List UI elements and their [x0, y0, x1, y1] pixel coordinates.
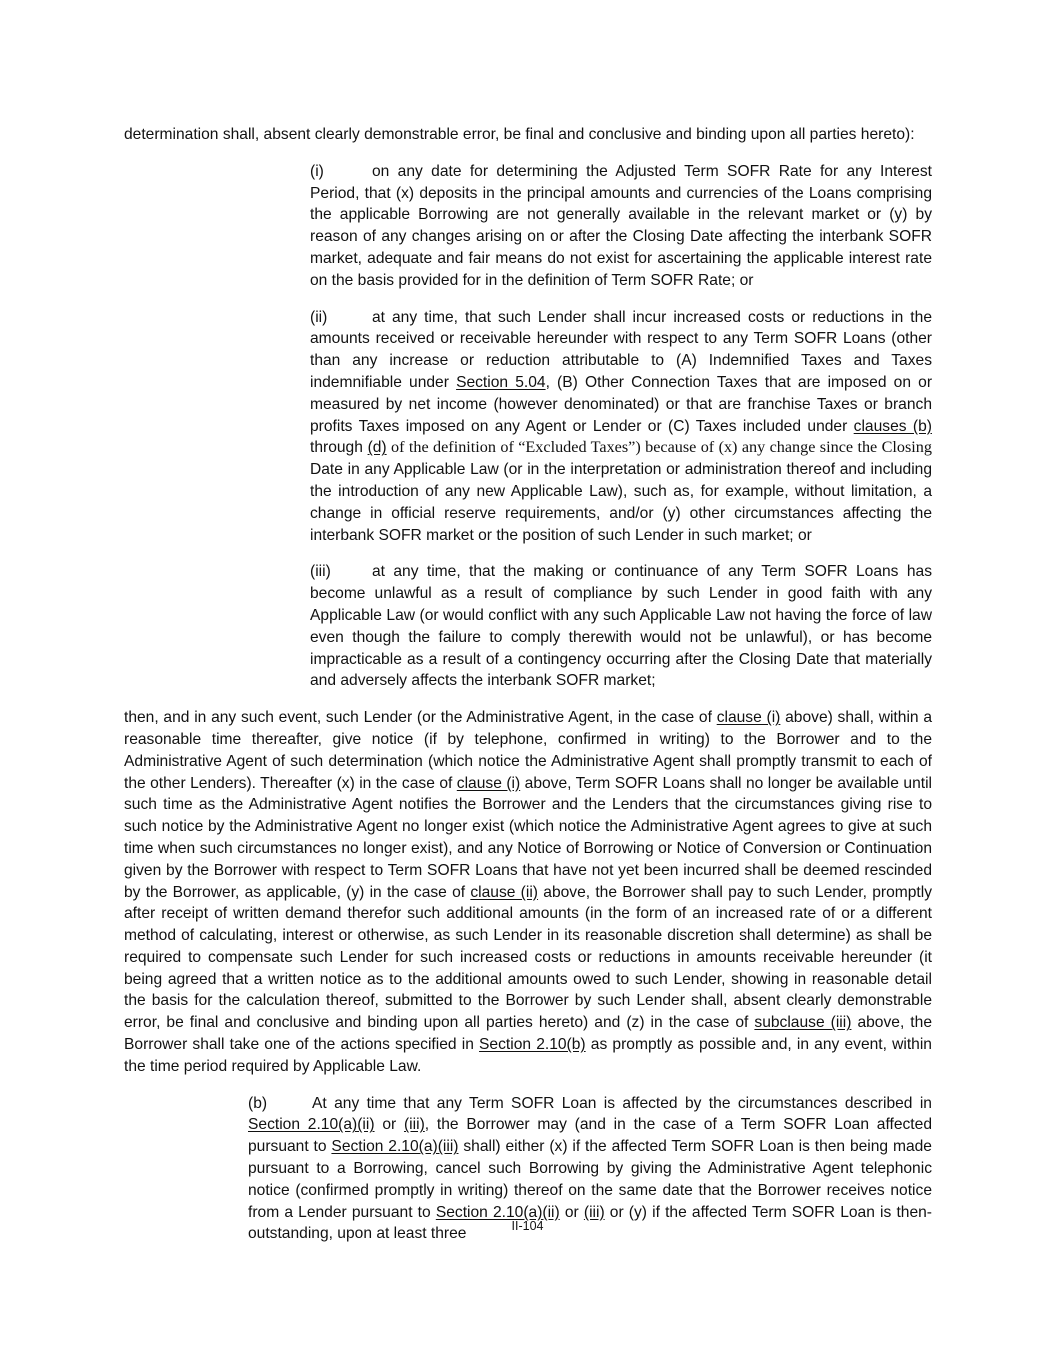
section-reference: clauses (b): [853, 417, 932, 435]
clause-text: , (B) Other Connection Taxes that are imposed on or measured by net income (however denominated) or that are franchise Taxes or branch profits Taxes imposed on any Agent or Lender or (C) Taxes included under: [310, 373, 933, 435]
clause-number: (b): [248, 1094, 268, 1112]
paragraph-text: as promptly as possible and, in any event, within the time period required by Applicable Law.: [124, 1036, 932, 1075]
section-reference: (iii): [403, 1116, 425, 1134]
section-reference: Section 5.04: [456, 373, 546, 391]
clause-text: on any date for determining the Adjusted Term SOFR Rate for any Interest Period, that (x) deposits in the principal amounts and currencies of the Loans comprising the applicable Borrowing are not generally available in the relevant market or (y) by reason of any changes arising on or after the Closing Date affecting the interbank SOFR market, adequate and fair means do not exist for ascertaining the applicable interest rate on the basis provided for in the definition of Term SOFR Rate; or: [310, 162, 932, 289]
section-reference: subclause (iii): [754, 1014, 852, 1032]
section-reference: Section 2.10(a)(ii): [435, 1203, 560, 1221]
section-reference: clause (i): [456, 774, 521, 792]
clause-iii: [124, 561, 932, 692]
clause-text: or (y) if the affected Term SOFR Loan is then-outstanding, upon at least three: [248, 1203, 932, 1243]
clause-text: at any time, that such Lender shall incur increased costs or reductions in the amounts received or receivable hereunder with respect to any Term SOFR Loans (other than any increase or reduction attributable to (A) Indemnified Taxes and Taxes indemnifiable under: [310, 308, 932, 391]
paragraph-text: then, and in any such event, such Lender (or the Administrative Agent, in the case of: [124, 709, 717, 727]
clause-i: [124, 161, 932, 292]
section-reference: Section 2.10(b): [479, 1036, 586, 1054]
paragraph-text: above, Term SOFR Loans shall no longer be available until such time as the Administrative Agent notifies the Borrower and the Lenders that the circumstances giving rise to such notice by the Administrative Agent no longer exist (which notice the Administrative Agent agrees to give at such time when such circumstances no longer exist), and any Notice of Borrowing or Notice of Conversion or Continuation given by the Borrower with respect to Term SOFR Loans that have not yet been incurred shall be deemed rescinded by the Borrower, as applicable, (y) in the case of: [124, 774, 932, 901]
section-reference: (d): [367, 439, 387, 457]
paragraph-text: above, the Borrower shall take one of the actions specified in: [124, 1014, 932, 1054]
clause-text: through: [310, 439, 368, 457]
section-reference: clause (i): [716, 709, 781, 727]
clause-text: or: [374, 1116, 404, 1134]
clause-ii: [124, 307, 932, 547]
page-number: II-104: [511, 1219, 544, 1233]
clause-text: Date in any Applicable Law (or in the interpretation or administration thereof and including the introduction of any new Applicable Law), such as, for example, without limitation, a change in official reserve requirements, and/or (y) other circumstances affecting the interbank SOFR market or the position of such Lender in such market; or: [310, 461, 932, 544]
document-body: [124, 124, 932, 1260]
clause-text: At any time that any Term SOFR Loan is affected by the circumstances described in: [312, 1094, 932, 1112]
paragraph-then: [124, 707, 932, 1078]
paragraph-text: above, the Borrower shall pay to such Lender, promptly after receipt of written demand therefor such additional amounts (in the form of an increased rate of or a different method of calculating, interest or otherwise, as such Lender in its reasonable discretion shall determine) as shall be required to compensate such Lender for such increased costs or reductions in amounts receivable hereunder (it being agreed that a written notice as to the additional amounts owed to such Lender, showing in reasonable detail the basis for the calculation thereof, submitted to the Borrower by such Lender shall, absent clearly demonstrable error, be final and conclusive and binding upon all parties hereto) and (z) in the case of: [124, 883, 933, 1032]
clause-text: at any time, that the making or continuance of any Term SOFR Loans has become unlawful as a result of compliance by such Lender in good faith with any Applicable Law (or would conflict with any such Applicable Law not having the force of law even though the failure to comply therewith would not be unlawful), or has become impracticable as a result of a contingency occurring after the Closing Date that materially and adversely affects the interbank SOFR market;: [310, 563, 932, 690]
section-reference: Section 2.10(a)(ii): [248, 1116, 375, 1134]
clause-number: (ii): [310, 308, 328, 326]
clause-text: or: [559, 1203, 584, 1221]
paragraph-text: determination shall, absent clearly demonstrable error, be final and conclusive and binding upon all parties hereto):: [124, 126, 915, 143]
paragraph-continuation: [124, 124, 932, 146]
clause-text: , the Borrower may (and in the case of a Term SOFR Loan affected pursuant to: [248, 1116, 932, 1156]
paragraph-text: above) shall, within a reasonable time thereafter, give notice (if by telephone, confirmed in writing) to the Borrower and to the Administrative Agent of such determination (which notice the Administrative Agent shall promptly transmit to each of the other Lenders). Thereafter (x) in the case of: [124, 709, 933, 792]
clause-text: shall) either (x) if the affected Term SOFR Loan is then being made pursuant to a Borrowing, cancel such Borrowing by giving the Administrative Agent telephonic notice (confirmed promptly in writing) thereof on the same date that the Borrower receives notice from a Lender pursuant to: [248, 1138, 932, 1221]
clause-text-serif: of the definition of “Excluded Taxes”) because of (x) any change since the Closing: [386, 438, 932, 457]
section-reference: clause (ii): [470, 883, 539, 901]
clause-number: (iii): [310, 563, 331, 581]
clause-number: (i): [310, 162, 324, 180]
section-reference: Section 2.10(a)(iii): [331, 1138, 459, 1156]
section-reference: (iii): [583, 1203, 605, 1221]
